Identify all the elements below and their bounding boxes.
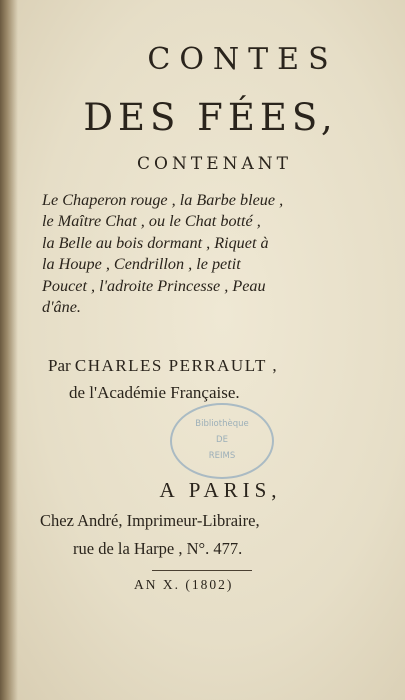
stamp-line-2: DE [216, 435, 228, 445]
contents-line: le Maître Chat , ou le Chat botté , [42, 212, 261, 231]
printer-line-1: Chez André, Imprimeur-Libraire, [40, 511, 260, 530]
contents-line: Poucet , l'adroite Princesse , Peau [42, 276, 266, 295]
stamp-line-1: Bibliothèque [195, 419, 249, 429]
author-line [48, 356, 278, 376]
author-prefix: Par [48, 356, 71, 375]
contents-line: Le Chaperon rouge , la Barbe bleue , [42, 191, 284, 209]
contents-line: la Belle au bois dormant , Riquet à [42, 233, 269, 252]
printer-line-2: rue de la Harpe , N°. 477. [73, 539, 243, 558]
contents-line: la Houpe , Cendrillon , le petit [42, 255, 241, 274]
contents-line: d'âne. [42, 298, 81, 317]
stamp-line-3: REIMS [208, 451, 236, 461]
title-line-1: CONTES [147, 42, 338, 77]
title-line-2: DES FÉES, [83, 96, 338, 139]
divider-rule [152, 570, 252, 571]
subtitle: CONTENANT [137, 154, 292, 174]
author-name: CHARLES PERRAULT , [74, 356, 279, 375]
publication-date: AN X. (1802) [134, 577, 234, 592]
contents-list [42, 190, 352, 318]
publication-place: A PARIS, [159, 478, 282, 502]
library-stamp [170, 403, 274, 479]
academy-affiliation: de l'Académie Française. [69, 383, 240, 402]
